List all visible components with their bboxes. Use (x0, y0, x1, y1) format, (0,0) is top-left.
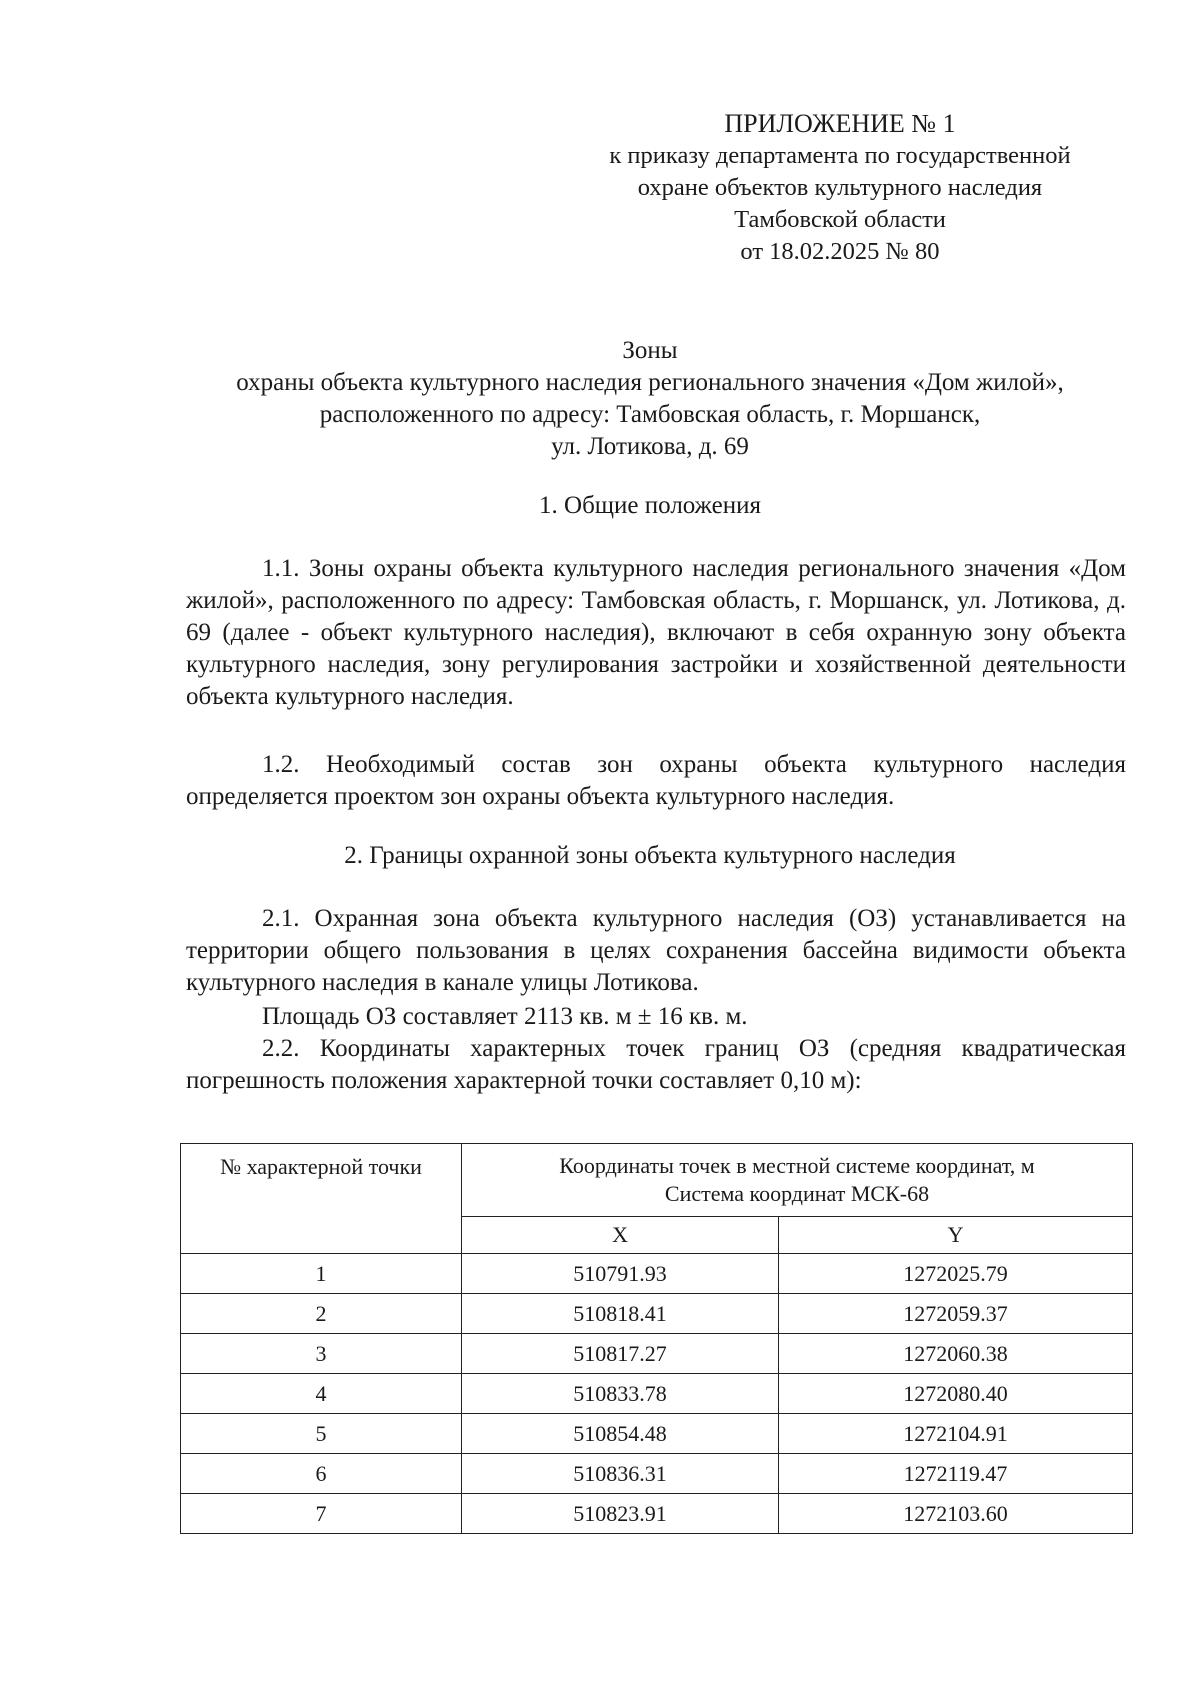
cell-point-number: 2 (181, 1294, 462, 1334)
cell-x: 510791.93 (462, 1254, 779, 1294)
area-statement (186, 1001, 1126, 1033)
table-row (181, 1254, 1133, 1294)
table-row (181, 1374, 1133, 1414)
document-title-line-4: ул. Лотикова, д. 69 (551, 433, 749, 460)
appendix-line-4: от 18.02.2025 № 80 (740, 238, 940, 265)
cell-y: 1272103.60 (779, 1494, 1133, 1534)
paragraph-1-1 (186, 553, 1126, 713)
cell-y: 1272059.37 (779, 1294, 1133, 1334)
column-header-coordinates-line-2: Система координат МСК-68 (664, 1181, 930, 1206)
cell-x: 510836.31 (462, 1454, 779, 1494)
cell-point-number: 1 (181, 1254, 462, 1294)
paragraph-1-2 (186, 749, 1126, 813)
area-statement-text: Площадь ОЗ составляет 2113 кв. м ± 16 кв. м. (262, 1003, 748, 1030)
section-1-heading: 1. Общие положения (539, 492, 761, 519)
cell-x: 510823.91 (462, 1494, 779, 1534)
appendix-header (560, 108, 1120, 268)
paragraph-1-1-text: 1.1. Зоны охраны объекта культурного наследия регионального значения «Дом жилой», расположенного по адресу: Тамбовская область, г. Моршанск, ул. Лотикова, д. 69 (далее - объект культурного наследия), включают в себя охранную зону объекта культурного наследия, зону регулирования застройки и хозяйственной деятельности объекта культурного наследия. (186, 555, 1126, 710)
document-title-line-2: охраны объекта культурного наследия регионального значения «Дом жилой», (236, 369, 1064, 396)
column-header-point-number: № характерной точки (181, 1144, 462, 1254)
cell-point-number: 4 (181, 1374, 462, 1414)
cell-point-number: 5 (181, 1414, 462, 1454)
appendix-line-2: охране объектов культурного наследия (637, 174, 1043, 201)
table-row (181, 1334, 1133, 1374)
document-title-line-1: Зоны (622, 337, 678, 364)
column-header-x: X (462, 1217, 779, 1254)
cell-y: 1272060.38 (779, 1334, 1133, 1374)
document-title (150, 335, 1150, 463)
appendix-title: ПРИЛОЖЕНИЕ № 1 (724, 109, 956, 138)
column-header-y: Y (779, 1217, 1133, 1254)
column-header-coordinates-line-1: Координаты точек в местной системе координат, м (559, 1153, 1035, 1178)
coordinates-table (180, 1143, 1133, 1534)
paragraph-1-2-text: 1.2. Необходимый состав зон охраны объекта культурного наследия определяется проектом зон охраны объекта культурного наследия. (186, 751, 1126, 810)
paragraph-2-1-text: 2.1. Охранная зона объекта культурного наследия (ОЗ) устанавливается на территории общего пользования в целях сохранения бассейна видимости объекта культурного наследия в канале улицы Лотикова. (186, 905, 1126, 996)
cell-x: 510817.27 (462, 1334, 779, 1374)
cell-y: 1272080.40 (779, 1374, 1133, 1414)
column-header-coordinates (462, 1144, 1133, 1217)
paragraph-2-2 (186, 1033, 1126, 1097)
table-row (181, 1294, 1133, 1334)
paragraph-2-1 (186, 903, 1126, 999)
cell-y: 1272119.47 (779, 1454, 1133, 1494)
section-2-heading: 2. Границы охранной зоны объекта культурного наследия (344, 842, 956, 869)
paragraph-2-2-text: 2.2. Координаты характерных точек границ ОЗ (средняя квадратическая погрешность положения характерной точки составляет 0,10 м): (186, 1035, 1126, 1094)
cell-point-number: 7 (181, 1494, 462, 1534)
cell-x: 510818.41 (462, 1294, 779, 1334)
document-title-line-3: расположенного по адресу: Тамбовская область, г. Моршанск, (319, 401, 981, 428)
cell-point-number: 3 (181, 1334, 462, 1374)
table-row (181, 1414, 1133, 1454)
cell-y: 1272025.79 (779, 1254, 1133, 1294)
cell-y: 1272104.91 (779, 1414, 1133, 1454)
cell-x: 510833.78 (462, 1374, 779, 1414)
appendix-line-1: к приказу департамента по государственной (609, 142, 1071, 169)
table-row (181, 1494, 1133, 1534)
appendix-line-3: Тамбовской области (734, 206, 946, 233)
cell-point-number: 6 (181, 1454, 462, 1494)
cell-x: 510854.48 (462, 1414, 779, 1454)
table-row (181, 1454, 1133, 1494)
